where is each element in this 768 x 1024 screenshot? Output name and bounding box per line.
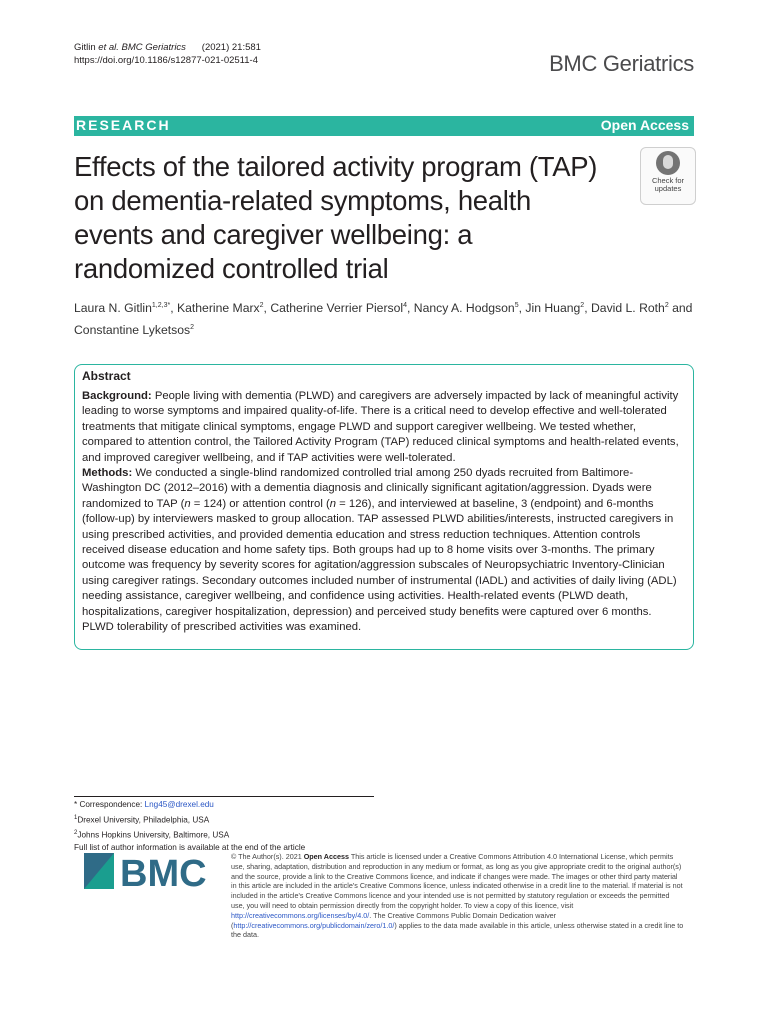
- affiliation-2: $^2$Johns Hopkins University, Baltimore, USA: [74, 829, 230, 840]
- author: Nancy A. Hodgson$^5$: [413, 301, 519, 316]
- author: Jin Huang$^2$: [525, 301, 585, 316]
- citation-line: [74, 41, 261, 54]
- footnote-divider: [74, 796, 374, 797]
- author: Katherine Marx$^2$: [176, 301, 264, 316]
- cc-zero-link[interactable]: http://creativecommons.org/publicdomain/zero/1.0/: [233, 920, 395, 930]
- citation-author: Gitlin: [74, 42, 96, 53]
- author: Catherine Verrier Piersol$^4$: [270, 301, 407, 316]
- section-label: RESEARCH: [76, 117, 171, 133]
- footnotes: [74, 799, 305, 854]
- citation-header: [74, 41, 261, 67]
- check-for-updates-button[interactable]: [640, 147, 696, 205]
- open-access-label: Open Access: [600, 117, 689, 133]
- section-banner: [74, 116, 694, 136]
- citation-journal: et al. BMC Geriatrics: [98, 42, 186, 53]
- journal-name: BMC Geriatrics: [549, 51, 694, 76]
- author-info-note: Full list of author information is available at the end of the article: [74, 842, 306, 852]
- cc-license-link[interactable]: http://creativecommons.org/licenses/by/4.0/: [231, 910, 370, 920]
- doi-link[interactable]: https://doi.org/10.1186/s12877-021-02511-4: [74, 55, 258, 66]
- bmc-logo-text: BMC: [120, 853, 207, 891]
- abstract-methods: Methods: We conducted a single-blind randomized controlled trial among 250 dyads recruited from Baltimore-Washington DC (2012–2016) with a dementia diagnosis and clinically significant agitation/aggression. Dyads were randomized to TAP (n = 124) or attention control (n = 126), and interviewed at baseline, 3 (endpoint) and 6-months (follow-up) by interviewers masked to group allocation. TAP assessed PLWD abilities/interests, instructed caregivers in using prescribed activities, and provided dementia education and stress reduction techniques. Attention controls received disease education and home safety tips. Both groups had up to 8 home visits over 3-months. The primary outcome was frequency by severity scores for agitation/aggression subscales of Neuropsychiatric Inventory-Clinician using caregiver ratings. Secondary outcomes included number of instrumental (IADL) and activities of daily living (ADL) needing assistance, caregiver wellbeing, and confidence using activities. Health-related events (PLWD death, hospitalizations, caregiver hospitalization, depression) and perceived study benefits were captured over 6 months. PLWD tolerability of prescribed activities was examined.: [82, 467, 677, 634]
- bmc-logo: [84, 851, 214, 891]
- check-for-updates-label: Check for updates: [651, 176, 685, 193]
- abstract-heading: Abstract: [82, 369, 131, 383]
- bookmark-icon: [656, 151, 680, 175]
- correspondence: * Correspondence: Lng45@drexel.edu: [74, 800, 214, 809]
- citation-year: (2021) 21:581: [201, 42, 261, 53]
- correspondence-email-link[interactable]: Lng45@drexel.edu: [144, 800, 214, 809]
- affiliation-1: $^1$Drexel University, Philadelphia, USA: [74, 814, 210, 825]
- author: David L. Roth$^2$: [590, 301, 669, 316]
- author-list: Laura N. Gitlin$^{1,2,3*}$, Katherine Marx$^2$, Catherine Verrier Piersol$^4$, Nancy A. Hodgson$^5$, Jin Huang$^2$, David L. Roth$^2$ and Constantine Lyketsos$^2$: [74, 301, 693, 338]
- article-title: Effects of the tailored activity program (TAP) on dementia-related symptoms, health events and caregiver wellbeing: a randomized controlled trial: [74, 151, 598, 284]
- license-text: © The Author(s). 2021 Open Access This article is licensed under a Creative Commons Attribution 4.0 International License, which permits use, sharing, adaptation, distribution and reproduction in any medium or format, as long as you give appropriate credit to the original author(s) and the source, provide a link to the Creative Commons licence, and indicate if changes were made. The images or other third party material in this article are included in the article's Creative Commons licence, unless indicated otherwise in a credit line to the material. If material is not included in the article's Creative Commons licence and your intended use is not permitted by statutory regulation or exceeds the permitted use, you will need to obtain permission directly from the copyright holder. To view a copy of this licence, visit http://creativecommons.org/licenses/by/4.0/. The Creative Commons Public Domain Dedication waiver (http://creativecommons.org/publicdomain/zero/1.0/) applies to the data made available in this article, unless otherwise stated in a credit line to the data.: [231, 852, 684, 940]
- author: Constantine Lyketsos$^2$: [74, 323, 194, 338]
- abstract-background: Background: People living with dementia (PLWD) and caregivers are adversely impacted by lack of meaningful activity leading to worse symptoms and impaired quality-of-life. There is a critical need to develop effective and well-tolerated treatments that mitigate clinical symptoms, engage PLWD and support caregiver wellbeing. We tested whether, compared to attention control, the Tailored Activity Program (TAP) reduced clinical symptoms and health-related events, and improved caregiver wellbeing, and if TAP activities were well-tolerated.: [82, 390, 679, 464]
- author: Laura N. Gitlin$^{1,2,3*}$: [74, 301, 171, 316]
- abstract-box: [74, 364, 694, 650]
